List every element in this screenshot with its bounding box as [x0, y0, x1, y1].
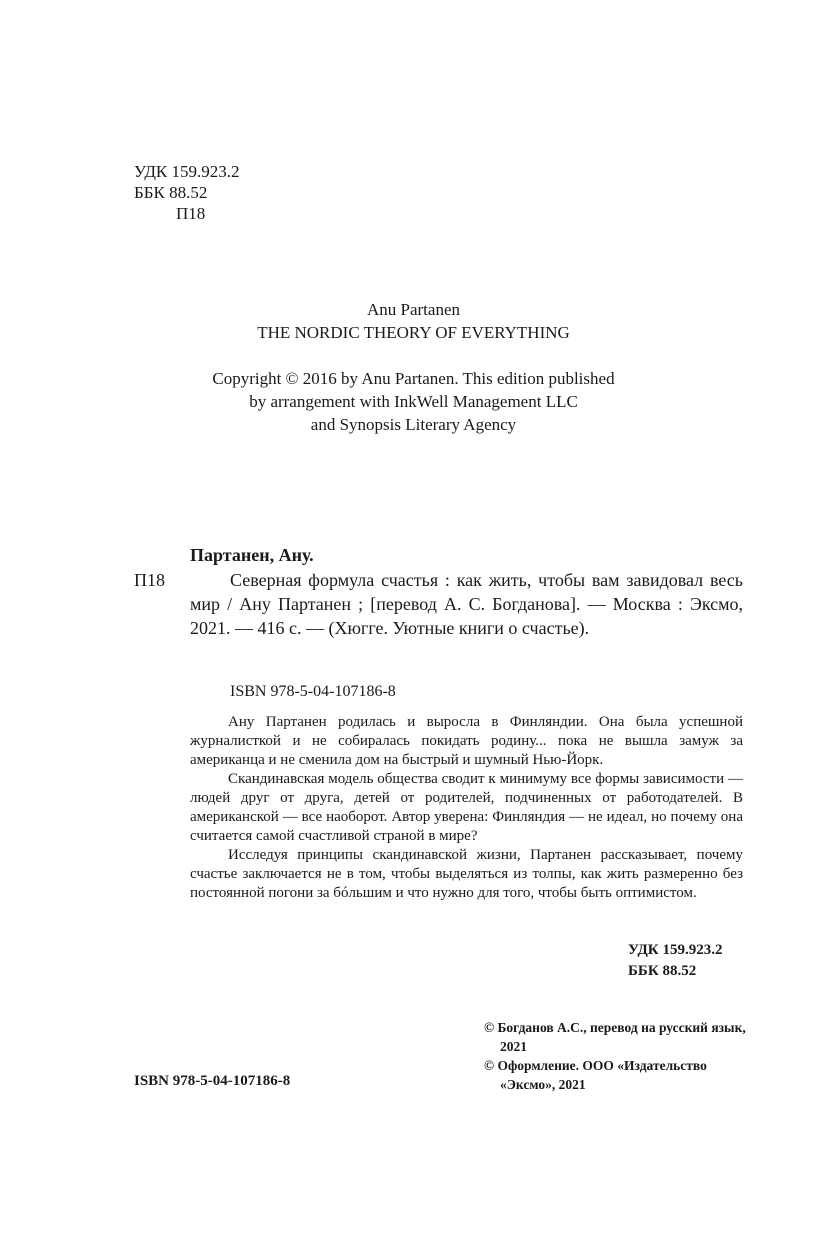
annotation-paragraph: Исследуя принципы скандинавской жизни, Партанен рассказывает, почему счастье заключается не в том, чтобы выделяться из толпы, как жить размеренно без постоянной погони за бóльшим и что нужно для того, чтобы быть оптимистом.: [190, 847, 743, 901]
author-sign: П18: [176, 204, 206, 223]
rights-block: [484, 1018, 746, 1094]
catalog-description: Северная формула счастья : как жить, чтобы вам завидовал весь мир / Ану Партанен ; [перевод А. С. Богданова]. — Москва : Эксмо, 2021. — 416 с. — (Хюгге. Уютные книги о счастье).: [190, 570, 743, 638]
udk-code: УДК 159.923.2: [628, 942, 723, 958]
bbk-code: ББК 88.52: [134, 183, 208, 202]
copyright-line: and Synopsis Literary Agency: [310, 415, 517, 434]
bbk-code: ББК 88.52: [628, 963, 697, 979]
udk-code: УДК 159.923.2: [134, 162, 240, 181]
copyright-notice: [0, 367, 827, 436]
rights-design: © Оформление. ООО «Издательство «Эксмо», 2021: [484, 1058, 707, 1092]
catalog-sign: П18: [134, 570, 165, 590]
annotation: [190, 713, 743, 903]
catalog-author-heading: Партанен, Ану.: [190, 545, 314, 565]
copyright-line: by arrangement with InkWell Management LLC: [249, 392, 578, 411]
original-edition: [0, 298, 827, 344]
copyright-line: Copyright © 2016 by Anu Partanen. This edition published: [212, 369, 615, 388]
annotation-paragraph: Скандинавская модель общества сводит к минимуму все формы зависимости — людей друг от друга, детей от родителей, подчиненных от работодателей. В американской — все наоборот. Автор уверена: Финляндия — не идеал, но почему она считается самой счастливой страной в мире?: [190, 771, 743, 844]
isbn-bottom: ISBN 978-5-04-107186-8: [134, 1073, 291, 1089]
original-author: Anu Partanen: [366, 300, 460, 319]
udk-bbk-block: [134, 161, 240, 224]
annotation-paragraph: Ану Партанен родилась и выросла в Финляндии. Она была успешной журналисткой и не собиралась покидать родину... пока не вышла замуж за американца и не сменила дом на быстрый и шумный Нью-Йорк.: [190, 714, 743, 768]
original-title: THE NORDIC THEORY OF EVERYTHING: [257, 323, 570, 342]
catalog-isbn: ISBN 978-5-04-107186-8: [230, 683, 396, 700]
classification-right: [628, 940, 722, 982]
rights-translation: © Богданов А.С., перевод на русский язык, 2021: [484, 1020, 746, 1054]
